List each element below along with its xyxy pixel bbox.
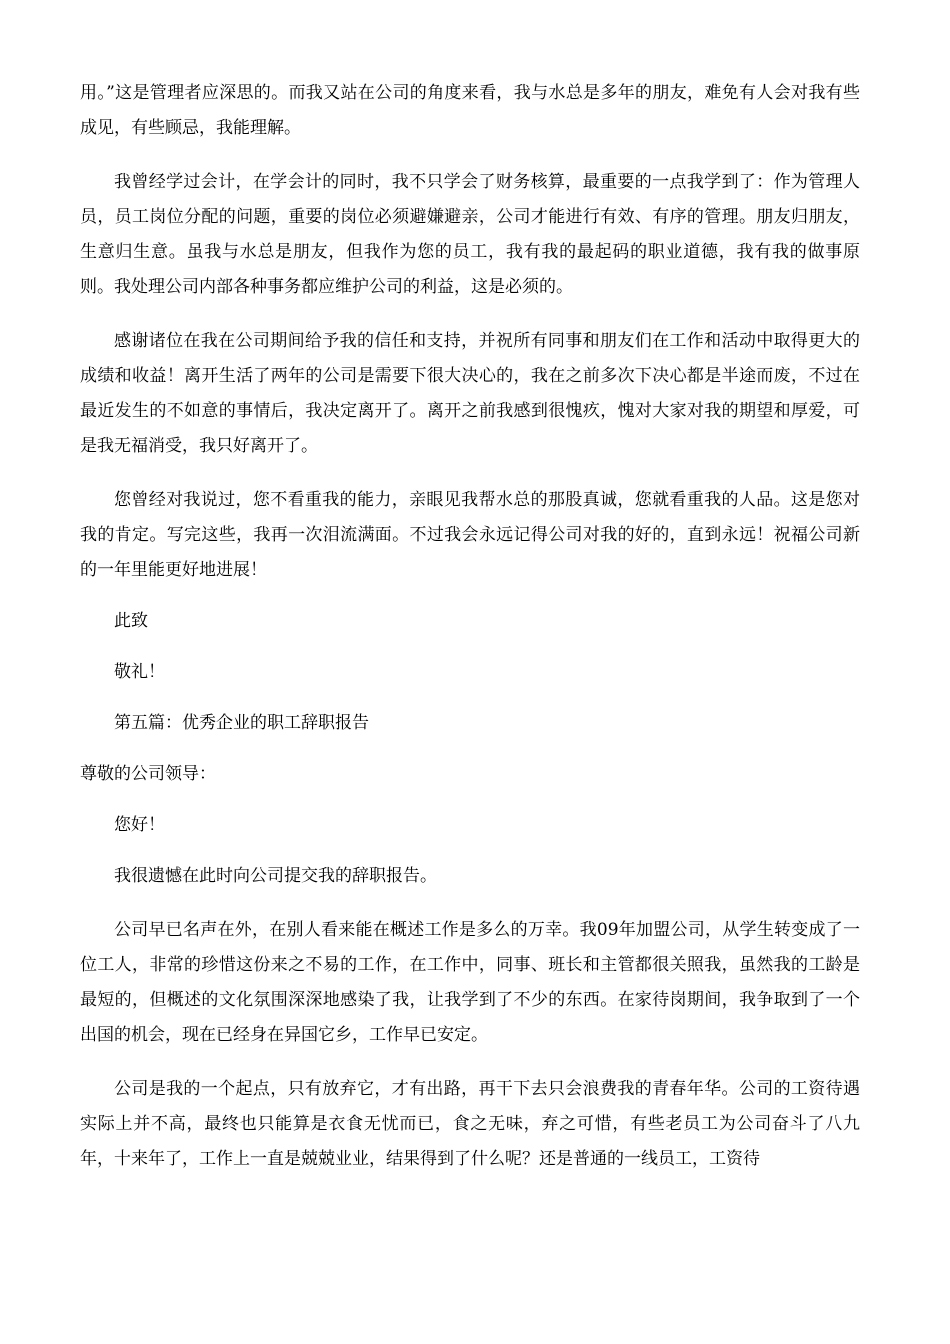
document-body bbox=[80, 76, 860, 1177]
paragraph-thanks: 感谢诸位在我在公司期间给予我的信任和支持，并祝所有同事和朋友们在工作和活动中取得更大的成绩和收益！离开生活了两年的公司是需要下很大决心的，我在之前多次下决心都是半途而废，不过在最近发生的不如意的事情后，我决定离开了。离开之前我感到很愧疚，愧对大家对我的期望和厚爱，可是我无福消受，我只好离开了。 bbox=[80, 331, 860, 456]
letter-addressee: 尊敬的公司领导： bbox=[80, 764, 216, 784]
paragraph-recognition: 您曾经对我说过，您不看重我的能力，亲眼见我帮水总的那股真诚，您就看重我的人品。这是您对我的肯定。写完这些，我再一次泪流满面。不过我会永远记得公司对我的好的，直到永远！祝福公司新的一年里能更好地进展！ bbox=[80, 490, 860, 580]
closing-salutation: 此致 bbox=[114, 611, 148, 631]
paragraph-continuation: 用。”这是管理者应深思的。而我又站在公司的角度来看，我与水总是多年的朋友，难免有人会对我有些成见，有些顾忌，我能理解。 bbox=[80, 83, 860, 138]
closing-regards: 敬礼！ bbox=[114, 662, 165, 682]
paragraph-reasons: 公司是我的一个起点，只有放弃它，才有出路，再干下去只会浪费我的青春年华。公司的工资待遇实际上并不高，最终也只能算是衣食无忧而已，食之无味，弃之可惜，有些老员工为公司奋斗了八九年，十来年了，工作上一直是兢兢业业，结果得到了什么呢？还是普通的一线员工，工资待 bbox=[80, 1079, 860, 1169]
paragraph-accounting: 我曾经学过会计，在学会计的同时，我不只学会了财务核算，最重要的一点我学到了：作为管理人员，员工岗位分配的问题，重要的岗位必须避嫌避亲，公司才能进行有效、有序的管理。朋友归朋友，生意归生意。虽我与水总是朋友，但我作为您的员工，我有我的最起码的职业道德，我有我的做事原则。我处理公司内部各种事务都应维护公司的利益，这是必须的。 bbox=[80, 172, 860, 297]
paragraph-submission: 我很遗憾在此时向公司提交我的辞职报告。 bbox=[114, 866, 437, 886]
section-heading: 第五篇：优秀企业的职工辞职报告 bbox=[114, 713, 369, 733]
letter-greeting: 您好！ bbox=[114, 815, 165, 835]
paragraph-background: 公司早已名声在外，在别人看来能在概述工作是多么的万幸。我09年加盟公司，从学生转变成了一位工人，非常的珍惜这份来之不易的工作，在工作中，同事、班长和主管都很关照我，虽然我的工龄是最短的，但概述的文化氛围深深地感染了我，让我学到了不少的东西。在家待岗期间，我争取到了一个出国的机会，现在已经身在异国它乡，工作早已安定。 bbox=[80, 920, 860, 1045]
